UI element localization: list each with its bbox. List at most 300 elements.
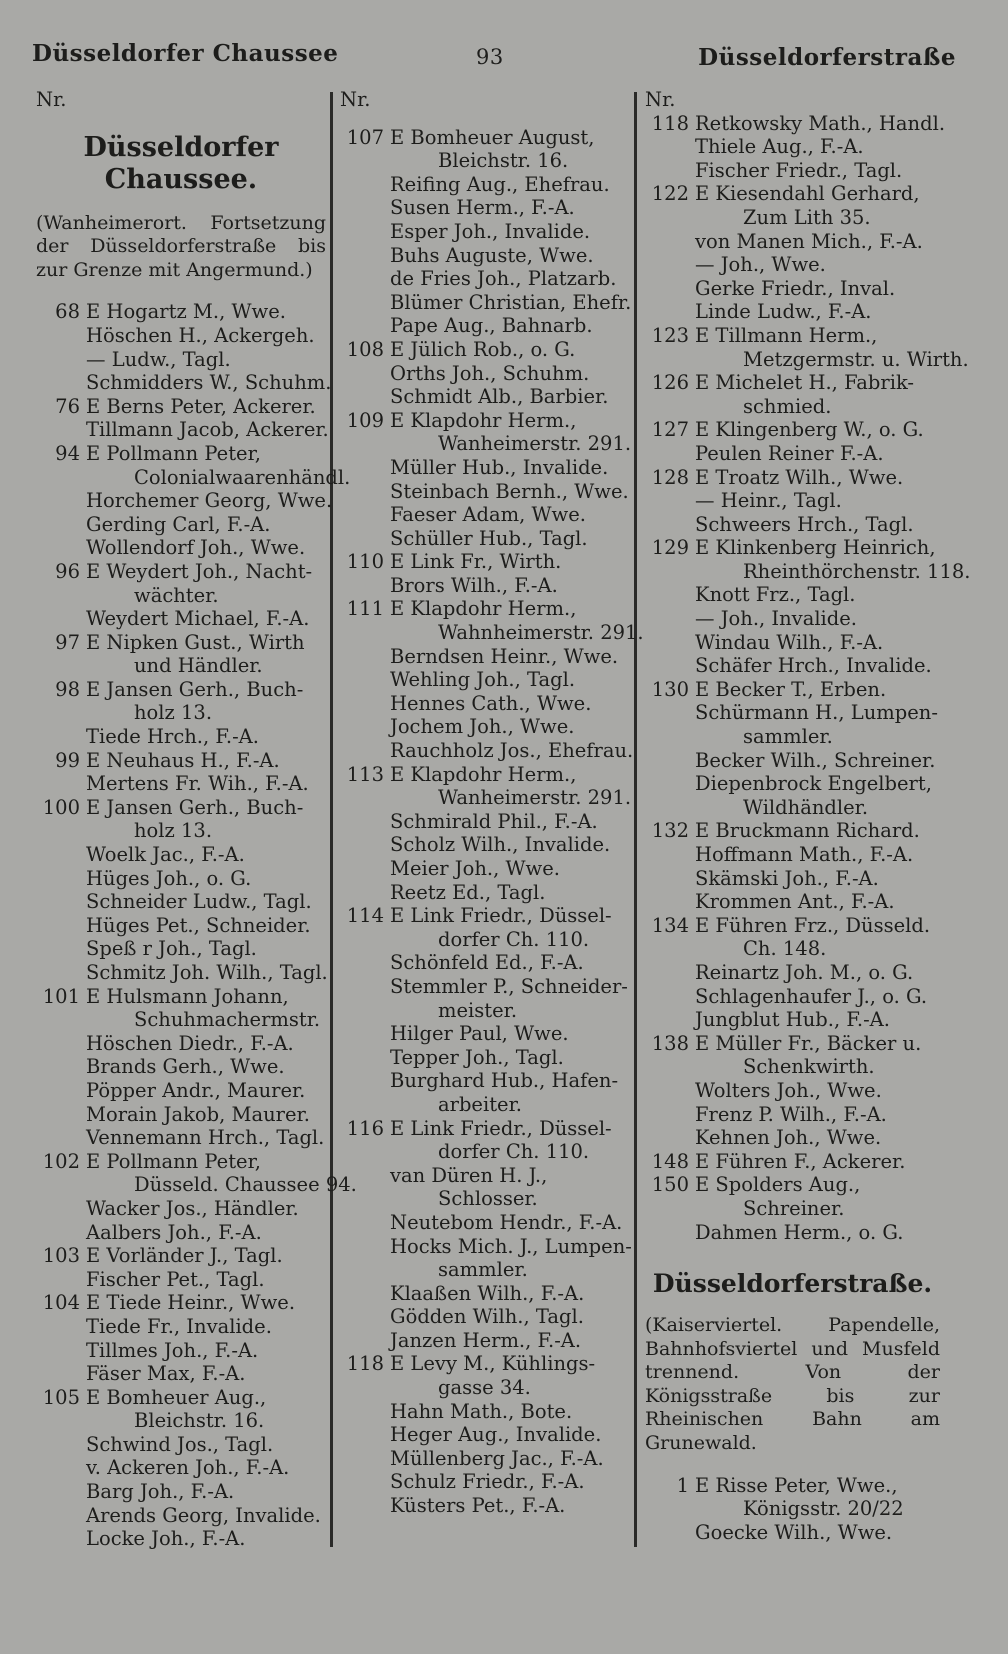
house-number bbox=[36, 1173, 86, 1197]
house-number bbox=[36, 843, 86, 867]
directory-entry bbox=[36, 1504, 326, 1528]
entry-text: Schüller Hub., Tagl. bbox=[390, 526, 588, 550]
house-number bbox=[645, 583, 695, 607]
entry-text: Tiede Hrch., F.-A. bbox=[86, 725, 259, 749]
directory-entry bbox=[645, 1173, 940, 1197]
directory-entry bbox=[340, 409, 630, 433]
entry-text: Windau Wilh., F.-A. bbox=[695, 630, 884, 654]
house-number bbox=[645, 159, 695, 183]
entry-text: Peulen Reiner F.-A. bbox=[695, 441, 884, 465]
entry-text: E Berns Peter, Ackerer. bbox=[86, 394, 316, 418]
house-number bbox=[36, 654, 86, 678]
directory-entry bbox=[36, 489, 333, 513]
house-number bbox=[36, 1504, 86, 1528]
house-number: 118 bbox=[346, 1352, 384, 1376]
directory-entry bbox=[36, 1244, 326, 1268]
house-number bbox=[340, 1140, 390, 1164]
directory-entry bbox=[645, 607, 940, 631]
entry-text: Schweers Hrch., Tagl. bbox=[695, 512, 914, 536]
house-number bbox=[340, 881, 390, 905]
entry-list bbox=[340, 125, 644, 1518]
directory-entry bbox=[645, 182, 940, 206]
directory-entry bbox=[340, 1470, 630, 1494]
entry-text: sammler. bbox=[743, 725, 833, 749]
entry-text: Hocks Mich. J., Lumpen- bbox=[390, 1234, 632, 1258]
entry-text: Meier Joh., Wwe. bbox=[390, 857, 560, 880]
house-number bbox=[36, 1480, 86, 1504]
directory-entry bbox=[36, 1362, 326, 1386]
directory-entry bbox=[36, 1126, 326, 1150]
house-number bbox=[36, 1197, 86, 1221]
directory-entry bbox=[340, 1140, 630, 1164]
directory-entry bbox=[36, 371, 332, 395]
house-number bbox=[340, 810, 390, 834]
house-number: 113 bbox=[346, 762, 384, 786]
entry-text: Brors Wilh., F.-A. bbox=[390, 573, 558, 597]
directory-entry bbox=[645, 725, 940, 749]
house-number: 138 bbox=[651, 1031, 689, 1055]
entry-text: v. Ackeren Joh., F.-A. bbox=[86, 1456, 290, 1480]
directory-entry bbox=[36, 985, 326, 1009]
directory-entry bbox=[340, 692, 630, 716]
house-number bbox=[36, 1315, 86, 1339]
entry-text: Schmidt Alb., Barbier. bbox=[390, 385, 609, 409]
directory-entry bbox=[36, 1221, 326, 1245]
entry-text: Berndsen Heinr., Wwe. bbox=[390, 644, 619, 668]
house-number bbox=[645, 961, 695, 985]
house-number: 100 bbox=[42, 795, 80, 819]
entry-text: Reifing Aug., Ehefrau. bbox=[390, 172, 610, 196]
directory-entry bbox=[340, 196, 630, 220]
house-number: 105 bbox=[42, 1385, 80, 1409]
entry-text: Höschen Diedr., F.-A. bbox=[86, 1031, 294, 1055]
house-number bbox=[645, 513, 695, 537]
directory-entry bbox=[340, 1376, 630, 1400]
directory-entry bbox=[36, 1079, 326, 1103]
entry-text: E Neuhaus H., F.-A. bbox=[86, 748, 280, 772]
directory-entry bbox=[36, 701, 326, 725]
directory-entry bbox=[645, 536, 940, 560]
entry-text: Frenz P. Wilh., F.-A. bbox=[695, 1102, 887, 1126]
directory-entry bbox=[340, 1447, 630, 1471]
directory-entry bbox=[340, 503, 630, 527]
entry-text: Tiede Fr., Invalide. bbox=[86, 1314, 272, 1338]
house-number bbox=[645, 1079, 695, 1103]
house-number: 116 bbox=[346, 1116, 384, 1140]
entry-text: E Link Fr., Wirth. bbox=[390, 550, 562, 574]
directory-entry bbox=[340, 314, 630, 338]
house-number bbox=[36, 1032, 86, 1056]
house-number bbox=[36, 513, 86, 537]
entry-text: E Weydert Joh., Nacht- bbox=[86, 559, 313, 583]
directory-entry bbox=[340, 1494, 630, 1518]
directory-entry bbox=[36, 418, 329, 442]
entry-text: Schmidders W., Schuhm. bbox=[86, 371, 332, 395]
directory-entry bbox=[340, 173, 630, 197]
house-number bbox=[36, 1362, 86, 1386]
house-number: 98 bbox=[55, 677, 80, 701]
entry-text: Pape Aug., Bahnarb. bbox=[390, 314, 593, 338]
directory-entry bbox=[36, 1480, 326, 1504]
entry-text: Bleichstr. 16. bbox=[134, 1409, 265, 1433]
house-number bbox=[340, 857, 390, 881]
directory-entry bbox=[340, 149, 630, 173]
house-number: 96 bbox=[55, 559, 80, 583]
house-number bbox=[36, 1103, 86, 1127]
entry-text: Schenkwirth. bbox=[743, 1055, 875, 1079]
entry-text: Krommen Ant., F.-A. bbox=[695, 890, 895, 914]
directory-entry bbox=[340, 597, 630, 621]
directory-entry bbox=[36, 324, 326, 348]
house-number: 126 bbox=[651, 371, 689, 395]
house-number bbox=[340, 1447, 390, 1471]
house-number bbox=[340, 432, 390, 456]
section-title: Düsseldorferstraße. bbox=[652, 1269, 933, 1299]
column-3 bbox=[645, 88, 971, 1544]
house-number: 99 bbox=[55, 748, 80, 772]
house-number: 111 bbox=[346, 597, 384, 621]
house-number bbox=[645, 1103, 695, 1127]
entry-text: Goecke Wilh., Wwe. bbox=[695, 1520, 893, 1544]
directory-entry bbox=[645, 1221, 940, 1245]
entry-text: Ch. 148. bbox=[743, 937, 827, 961]
directory-entry bbox=[36, 631, 326, 655]
directory-entry bbox=[645, 277, 940, 301]
entry-text: Scholz Wilh., Invalide. bbox=[390, 833, 611, 857]
entry-text: Klaaßen Wilh., F.-A. bbox=[390, 1281, 585, 1305]
house-number bbox=[36, 1268, 86, 1292]
directory-entry bbox=[36, 843, 326, 867]
entry-text: Colonialwaarenhändl. bbox=[134, 465, 351, 489]
entry-text: Schäfer Hrch., Invalide. bbox=[695, 654, 932, 678]
entry-text: Wanheimerstr. 291. bbox=[438, 432, 632, 456]
entry-text: Gerding Carl, F.-A. bbox=[86, 512, 271, 536]
entry-text: Schuhmachermstr. bbox=[134, 1008, 321, 1032]
house-number bbox=[340, 1470, 390, 1494]
entry-text: de Fries Joh., Platzarb. bbox=[390, 267, 617, 291]
house-number bbox=[36, 1221, 86, 1245]
directory-entry bbox=[645, 583, 940, 607]
nr-label: Nr. bbox=[340, 88, 371, 111]
directory-entry bbox=[36, 1386, 326, 1410]
house-number bbox=[645, 1126, 695, 1150]
nr-label: Nr. bbox=[645, 88, 676, 111]
entry-text: Höschen H., Ackergeh. bbox=[86, 323, 315, 347]
entry-list bbox=[645, 1474, 940, 1545]
directory-entry bbox=[645, 347, 969, 372]
entry-text: Jochem Joh., Wwe. bbox=[390, 715, 575, 739]
entry-text: Janzen Herm., F.-A. bbox=[390, 1328, 582, 1352]
house-number bbox=[340, 668, 390, 692]
header-left: Düsseldorfer Chaussee bbox=[32, 40, 339, 67]
entry-text: van Düren H. J., bbox=[390, 1163, 548, 1187]
directory-entry bbox=[340, 480, 630, 504]
directory-entry bbox=[645, 961, 940, 985]
entry-text: Fischer Friedr., Tagl. bbox=[695, 158, 903, 182]
house-number bbox=[36, 1055, 86, 1079]
entry-text: Reinartz Joh. M., o. G. bbox=[695, 960, 914, 984]
directory-entry bbox=[36, 890, 326, 914]
entry-text: Horchemer Georg, Wwe. bbox=[86, 489, 333, 513]
directory-entry bbox=[645, 867, 940, 891]
entry-text: E Pollmann Peter, bbox=[86, 441, 261, 465]
directory-entry bbox=[645, 206, 940, 230]
house-number bbox=[645, 772, 695, 796]
column-rule-left bbox=[330, 92, 333, 1547]
entry-text: E Kiesendahl Gerhard, bbox=[695, 182, 920, 206]
house-number bbox=[340, 149, 390, 173]
house-number bbox=[340, 1235, 390, 1259]
directory-entry bbox=[36, 300, 326, 324]
entry-text: Skämski Joh., F.-A. bbox=[695, 866, 879, 890]
directory-entry bbox=[645, 371, 940, 395]
directory-entry bbox=[36, 1150, 326, 1174]
house-number bbox=[645, 1497, 695, 1521]
entry-text: arbeiter. bbox=[438, 1092, 522, 1116]
entry-text: Gödden Wilh., Tagl. bbox=[390, 1305, 584, 1329]
directory-entry bbox=[340, 715, 630, 739]
directory-entry bbox=[340, 385, 630, 409]
entry-text: Morain Jakob, Maurer. bbox=[86, 1102, 310, 1126]
directory-entry bbox=[340, 1258, 630, 1282]
house-number bbox=[645, 1055, 695, 1079]
entry-text: E Klingenberg W., o. G. bbox=[695, 418, 924, 442]
directory-entry bbox=[340, 881, 630, 905]
directory-entry bbox=[645, 631, 940, 655]
directory-entry bbox=[340, 527, 630, 551]
entry-text: Orths Joh., Schuhm. bbox=[390, 361, 590, 385]
entry-text: Schürmann H., Lumpen- bbox=[695, 701, 938, 725]
house-number bbox=[36, 1527, 86, 1551]
house-number bbox=[340, 1376, 390, 1400]
directory-entry bbox=[645, 324, 940, 348]
house-number bbox=[36, 536, 86, 560]
directory-entry bbox=[645, 1497, 940, 1521]
directory-entry bbox=[36, 1008, 326, 1032]
directory-entry bbox=[340, 928, 630, 952]
directory-entry bbox=[340, 1282, 630, 1306]
directory-entry bbox=[36, 678, 326, 702]
entry-text: Schulz Friedr., F.-A. bbox=[390, 1470, 585, 1494]
entry-text: Schwind Jos., Tagl. bbox=[86, 1432, 274, 1456]
entry-text: E Nipken Gust., Wirth bbox=[86, 630, 305, 654]
house-number bbox=[340, 480, 390, 504]
entry-text: Barg Joh., F.-A. bbox=[86, 1480, 235, 1504]
house-number bbox=[36, 961, 86, 985]
section-intro: (Kaiserviertel. Papendelle, Bahnhofsviertel und Musfeld trennend. Von der Königsstraße bis zur Rheinischen Bahn am Grunewald. bbox=[645, 1314, 940, 1455]
house-number: 107 bbox=[346, 125, 384, 149]
entry-text: Schönfeld Ed., F.-A. bbox=[390, 951, 584, 975]
house-number bbox=[36, 418, 86, 442]
house-number bbox=[645, 1008, 695, 1032]
header-right: Düsseldorferstraße bbox=[698, 44, 956, 71]
house-number bbox=[645, 300, 695, 324]
directory-entry bbox=[645, 466, 940, 490]
house-number bbox=[340, 456, 390, 480]
house-number: 123 bbox=[651, 323, 689, 347]
nr-label: Nr. bbox=[36, 88, 67, 111]
entry-text: — Ludw., Tagl. bbox=[86, 347, 231, 371]
directory-entry bbox=[645, 442, 940, 466]
house-number bbox=[36, 1339, 86, 1363]
house-number bbox=[340, 833, 390, 857]
house-number bbox=[340, 385, 390, 409]
house-number bbox=[645, 1521, 695, 1545]
house-number: 68 bbox=[55, 300, 80, 324]
directory-entry bbox=[645, 701, 940, 725]
directory-entry bbox=[340, 786, 630, 810]
column-rule-right bbox=[634, 92, 637, 1547]
directory-entry bbox=[36, 1032, 326, 1056]
directory-entry bbox=[645, 1008, 940, 1032]
entry-text: E Tillmann Herm., bbox=[695, 323, 878, 347]
house-number bbox=[340, 1164, 390, 1188]
house-number bbox=[340, 314, 390, 338]
entry-text: E Hogartz M., Wwe. bbox=[86, 300, 286, 324]
house-number bbox=[340, 291, 390, 315]
entry-text: Wanheimerstr. 291. bbox=[438, 786, 632, 810]
entry-text: Hoffmann Math., F.-A. bbox=[695, 843, 914, 866]
directory-entry bbox=[340, 1400, 630, 1424]
directory-entry bbox=[645, 985, 940, 1009]
house-number bbox=[340, 715, 390, 739]
house-number bbox=[645, 135, 695, 159]
column-1 bbox=[36, 88, 357, 1551]
directory-entry bbox=[36, 584, 326, 608]
house-number bbox=[340, 362, 390, 386]
house-number bbox=[36, 1433, 86, 1457]
directory-entry bbox=[36, 819, 326, 843]
directory-entry bbox=[36, 348, 326, 372]
entry-text: E Jülich Rob., o. G. bbox=[390, 337, 576, 361]
house-number bbox=[36, 867, 86, 891]
house-number bbox=[645, 395, 695, 419]
house-number: 132 bbox=[651, 819, 689, 843]
entry-text: Becker Wilh., Schreiner. bbox=[695, 748, 936, 772]
house-number bbox=[645, 442, 695, 466]
directory-entry bbox=[36, 1339, 326, 1363]
directory-entry bbox=[645, 1126, 940, 1150]
entry-text: holz 13. bbox=[134, 701, 213, 725]
house-number: 103 bbox=[42, 1244, 80, 1268]
directory-entry bbox=[645, 1103, 940, 1127]
house-number bbox=[340, 220, 390, 244]
entry-text: Königsstr. 20/22 bbox=[743, 1497, 904, 1521]
directory-entry bbox=[645, 513, 940, 537]
directory-entry bbox=[36, 914, 326, 938]
house-number bbox=[36, 1008, 86, 1032]
house-number bbox=[645, 489, 695, 513]
directory-entry bbox=[36, 1456, 326, 1480]
house-number: 150 bbox=[651, 1173, 689, 1197]
directory-entry bbox=[36, 1055, 326, 1079]
directory-entry bbox=[340, 1211, 630, 1235]
entry-text: Bleichstr. 16. bbox=[438, 149, 569, 173]
directory-entry bbox=[340, 621, 644, 645]
entry-text: E Becker T., Erben. bbox=[695, 677, 887, 701]
house-number bbox=[36, 819, 86, 843]
directory-entry bbox=[340, 1305, 630, 1329]
entry-text: Heger Aug., Invalide. bbox=[390, 1423, 602, 1447]
directory-entry bbox=[340, 1235, 630, 1259]
directory-entry bbox=[36, 867, 326, 891]
house-number: 127 bbox=[651, 418, 689, 442]
directory-entry bbox=[645, 300, 940, 324]
entry-text: schmied. bbox=[743, 394, 832, 418]
entry-text: E Troatz Wilh., Wwe. bbox=[695, 465, 904, 489]
house-number bbox=[645, 230, 695, 254]
entry-text: Hüges Pet., Schneider. bbox=[86, 913, 311, 937]
entry-text: E Bomheuer August, bbox=[390, 125, 595, 149]
house-number bbox=[340, 503, 390, 527]
entry-text: Schmitz Joh. Wilh., Tagl. bbox=[86, 961, 328, 984]
directory-entry bbox=[645, 1521, 940, 1545]
entry-text: Schreiner. bbox=[743, 1196, 845, 1220]
entry-text: E Jansen Gerh., Buch- bbox=[86, 795, 304, 819]
directory-entry bbox=[340, 432, 630, 456]
directory-entry bbox=[340, 1046, 630, 1070]
house-number bbox=[645, 890, 695, 914]
section-intro: (Wanheimerort. Fortsetzung der Düsseldorferstraße bis zur Grenze mit Angermund.) bbox=[36, 211, 326, 281]
entry-text: Tepper Joh., Tagl. bbox=[390, 1045, 564, 1069]
section-title: Düsseldorfer Chaussee. bbox=[83, 131, 279, 195]
entry-text: Brands Gerh., Wwe. bbox=[86, 1055, 285, 1079]
house-number bbox=[340, 527, 390, 551]
entry-text: Thiele Aug., F.-A. bbox=[695, 135, 864, 159]
house-number bbox=[645, 253, 695, 277]
house-number bbox=[36, 324, 86, 348]
house-number bbox=[645, 654, 695, 678]
house-number bbox=[340, 1022, 390, 1046]
entry-text: Jungblut Hub., F.-A. bbox=[695, 1008, 890, 1032]
house-number bbox=[645, 701, 695, 725]
entry-text: Vennemann Hrch., Tagl. bbox=[86, 1126, 325, 1150]
directory-entry bbox=[36, 560, 326, 584]
entry-text: Rheinthörchenstr. 118. bbox=[743, 559, 971, 583]
entry-text: Hennes Cath., Wwe. bbox=[390, 691, 592, 715]
directory-entry bbox=[645, 1197, 940, 1221]
entry-text: — Joh., Invalide. bbox=[695, 607, 858, 631]
entry-text: E Bruckmann Richard. bbox=[695, 819, 920, 843]
directory-entry bbox=[340, 291, 630, 315]
entry-text: Diepenbrock Engelbert, bbox=[695, 772, 932, 796]
entry-text: Wacker Jos., Händler. bbox=[86, 1196, 299, 1220]
house-number bbox=[340, 1423, 390, 1447]
house-number: 94 bbox=[55, 441, 80, 465]
house-number bbox=[36, 890, 86, 914]
entry-text: holz 13. bbox=[134, 819, 213, 843]
entry-text: Susen Herm., F.-A. bbox=[390, 196, 575, 220]
entry-text: Gerke Friedr., Inval. bbox=[695, 276, 896, 300]
house-number bbox=[340, 739, 390, 763]
entry-text: Pöpper Andr., Maurer. bbox=[86, 1078, 306, 1102]
entry-text: Stemmler P., Schneider- bbox=[390, 974, 628, 998]
directory-entry bbox=[340, 1329, 630, 1353]
house-number: 1 bbox=[676, 1473, 689, 1497]
entry-text: Wollendorf Joh., Wwe. bbox=[86, 536, 306, 560]
directory-entry bbox=[645, 1055, 940, 1079]
directory-entry bbox=[645, 395, 940, 419]
directory-entry bbox=[340, 999, 630, 1023]
directory-entry bbox=[36, 1433, 326, 1457]
house-number: 104 bbox=[42, 1291, 80, 1315]
house-number bbox=[645, 1197, 695, 1221]
directory-entry bbox=[340, 975, 630, 999]
house-number bbox=[645, 867, 695, 891]
directory-entry bbox=[340, 338, 630, 362]
house-number bbox=[645, 631, 695, 655]
house-number bbox=[36, 772, 86, 796]
